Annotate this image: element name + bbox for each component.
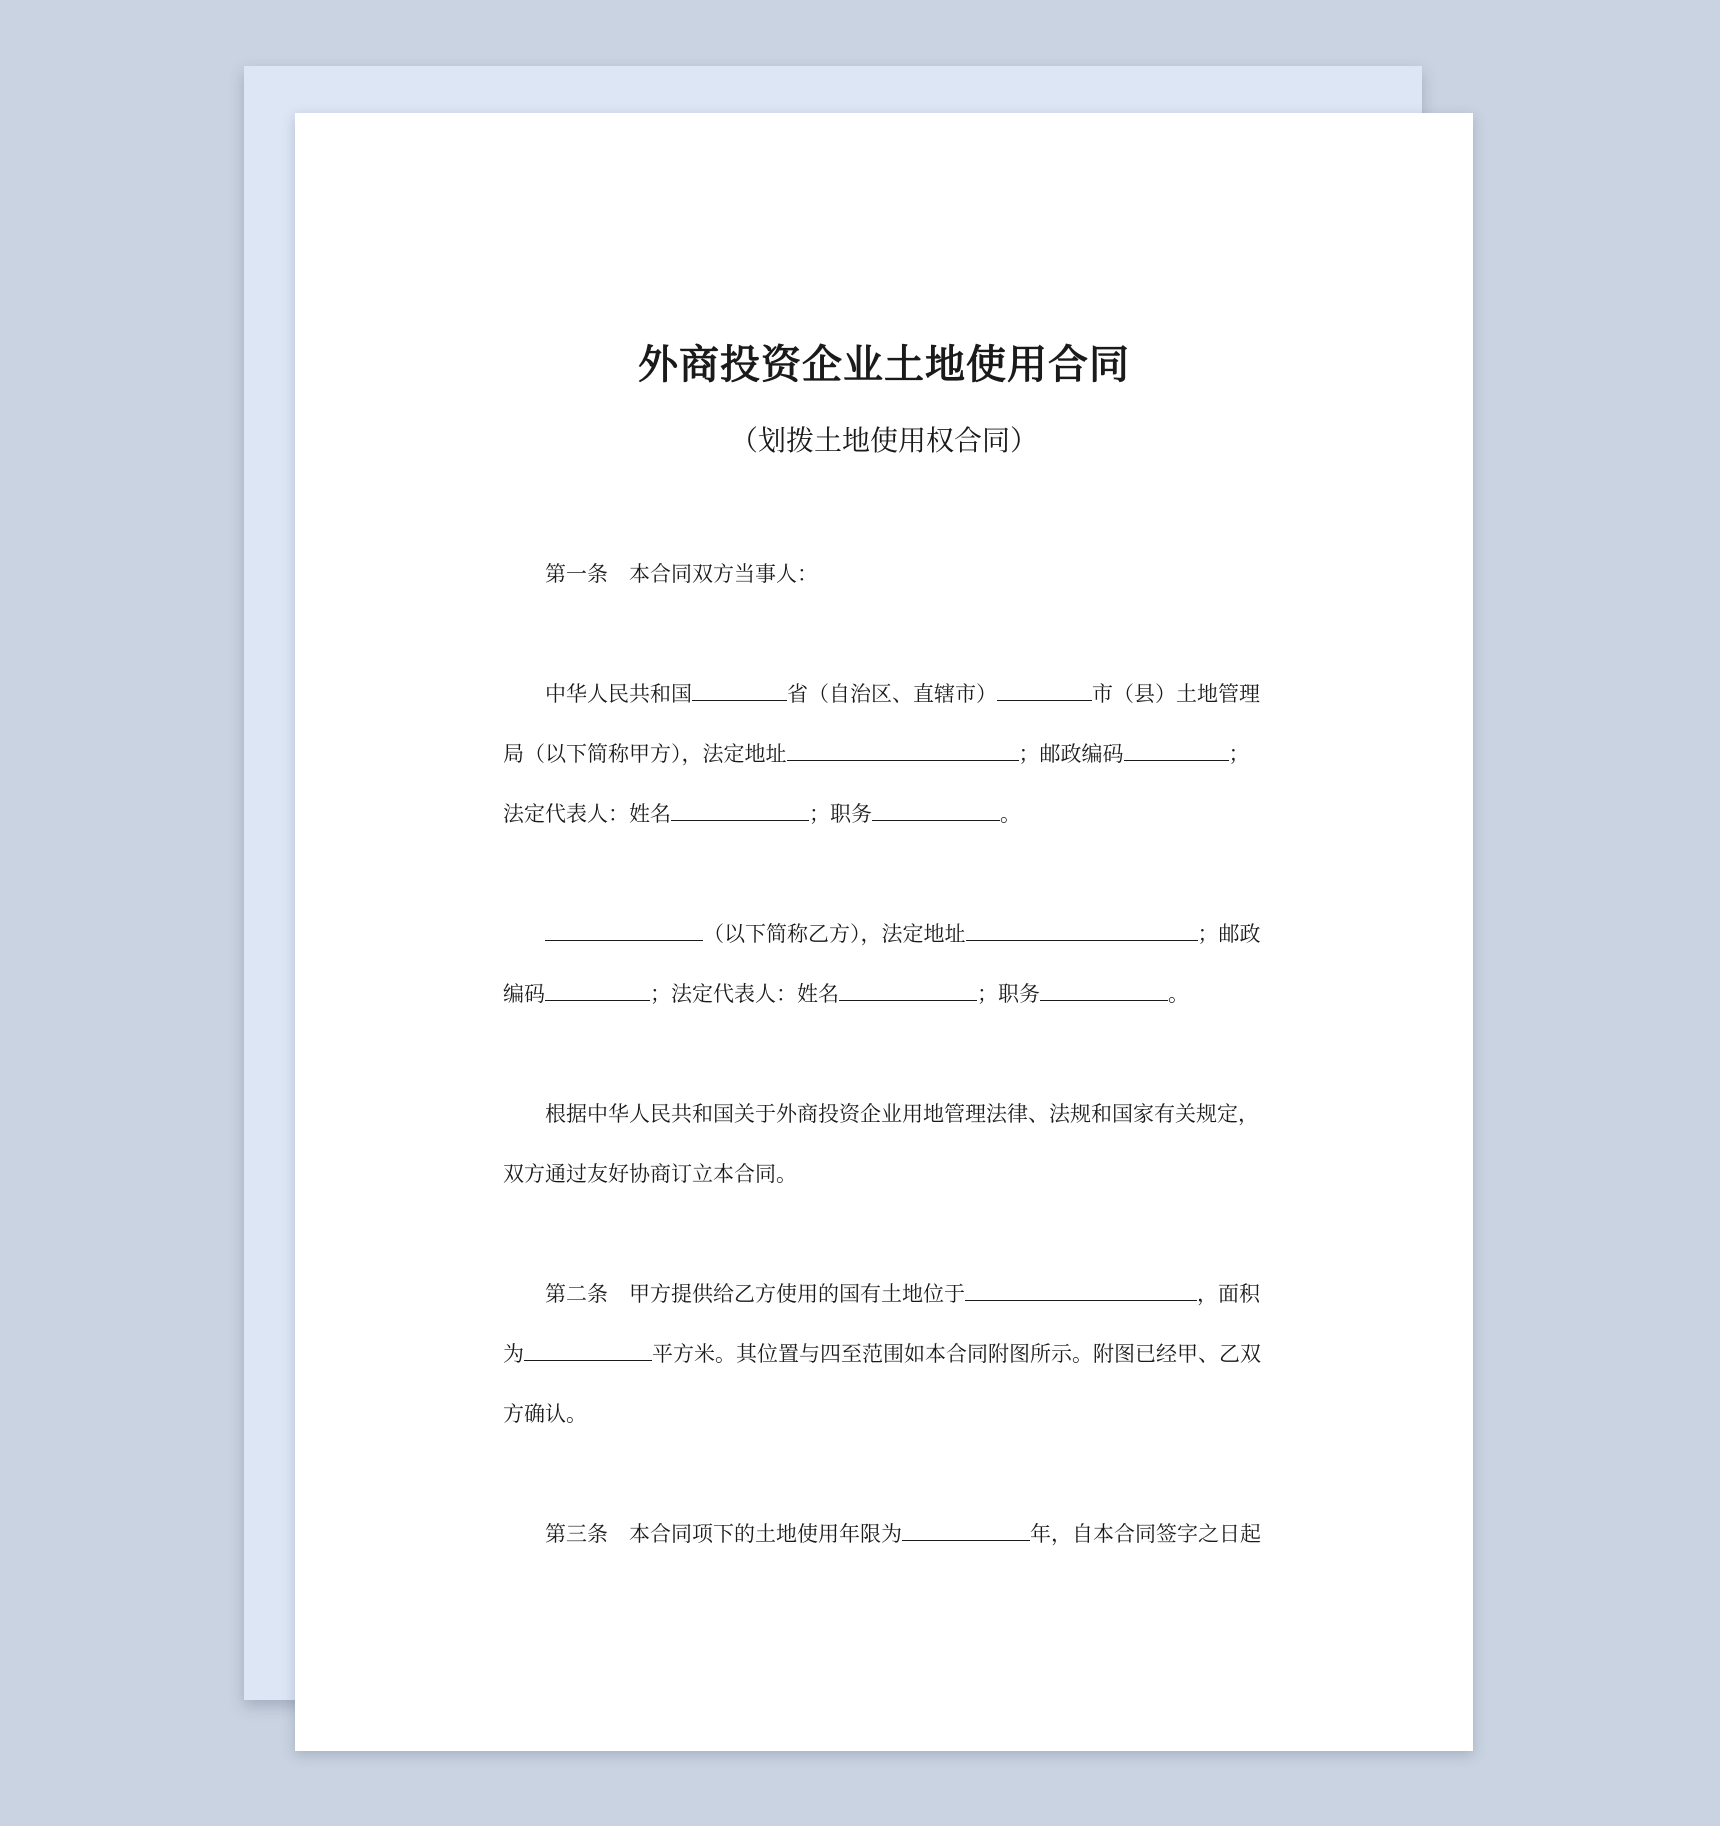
article-1-label: 第一条 [545,562,608,586]
text: 省（自治区、直辖市） [787,682,997,706]
party-b-postcode-blank[interactable] [545,980,650,1001]
text: 局（以下简称甲方），法定地址 [503,742,787,766]
article-1-text: 本合同双方当事人： [629,562,818,586]
party-a-postcode-blank[interactable] [1124,740,1229,761]
term-years-blank[interactable] [902,1520,1030,1541]
party-a-title-blank[interactable] [872,800,1000,821]
text: 平方米。其位置与四至范围如本合同附图所示。附图已经甲、乙双 [652,1342,1261,1366]
text: 。 [1168,982,1189,1006]
preamble-line-1: 根据中华人民共和国关于外商投资企业用地管理法律、法规和国家有关规定， [545,1102,1259,1126]
article-3-line-1 [503,1519,1261,1549]
party-a-line-1 [503,679,1260,709]
text: 市（县）土地管理 [1092,682,1260,706]
article-2-line-2 [503,1339,1261,1369]
text: 甲方提供给乙方使用的国有土地位于 [629,1282,965,1306]
article-2-line-3: 方确认。 [503,1402,587,1426]
text: ；法定代表人：姓名 [650,982,839,1006]
article-2-line-1 [503,1279,1260,1309]
land-area-blank[interactable] [524,1340,652,1361]
text: 本合同项下的土地使用年限为 [629,1522,902,1546]
party-a-address-blank[interactable] [787,740,1019,761]
party-a-name-blank[interactable] [671,800,809,821]
province-blank[interactable] [692,680,787,701]
text: 编码 [503,982,545,1006]
article-1-heading [503,559,818,589]
party-b-line-2 [503,979,1189,1009]
text: 年，自本合同签字之日起 [1030,1522,1261,1546]
party-b-rep-name-blank[interactable] [839,980,977,1001]
text: ；职务 [809,802,872,826]
text: ，面积 [1197,1282,1260,1306]
article-3-label: 第三条 [545,1522,608,1546]
text: ；职务 [977,982,1040,1006]
party-b-name-blank[interactable] [545,920,703,941]
text: ；邮政 [1197,922,1261,946]
party-b-line-1 [503,919,1261,949]
party-a-line-2 [503,739,1250,769]
text: 法定代表人：姓名 [503,802,671,826]
text: 中华人民共和国 [545,682,692,706]
text: 为 [503,1342,524,1366]
party-a-line-3 [503,799,1021,829]
party-b-title-blank[interactable] [1040,980,1168,1001]
city-blank[interactable] [997,680,1092,701]
party-b-address-blank[interactable] [966,920,1198,941]
land-location-blank[interactable] [965,1280,1197,1301]
contract-page [295,113,1473,1751]
preamble-line-2: 双方通过友好协商订立本合同。 [503,1162,797,1186]
article-2-label: 第二条 [545,1282,608,1306]
text: ；邮政编码 [1018,742,1124,766]
document-subtitle: （划拨土地使用权合同） [729,424,1038,457]
text: （以下简称乙方），法定地址 [703,922,966,946]
text: ； [1228,742,1250,766]
text: 。 [1000,802,1021,826]
document-title: 外商投资企业土地使用合同 [638,342,1130,388]
